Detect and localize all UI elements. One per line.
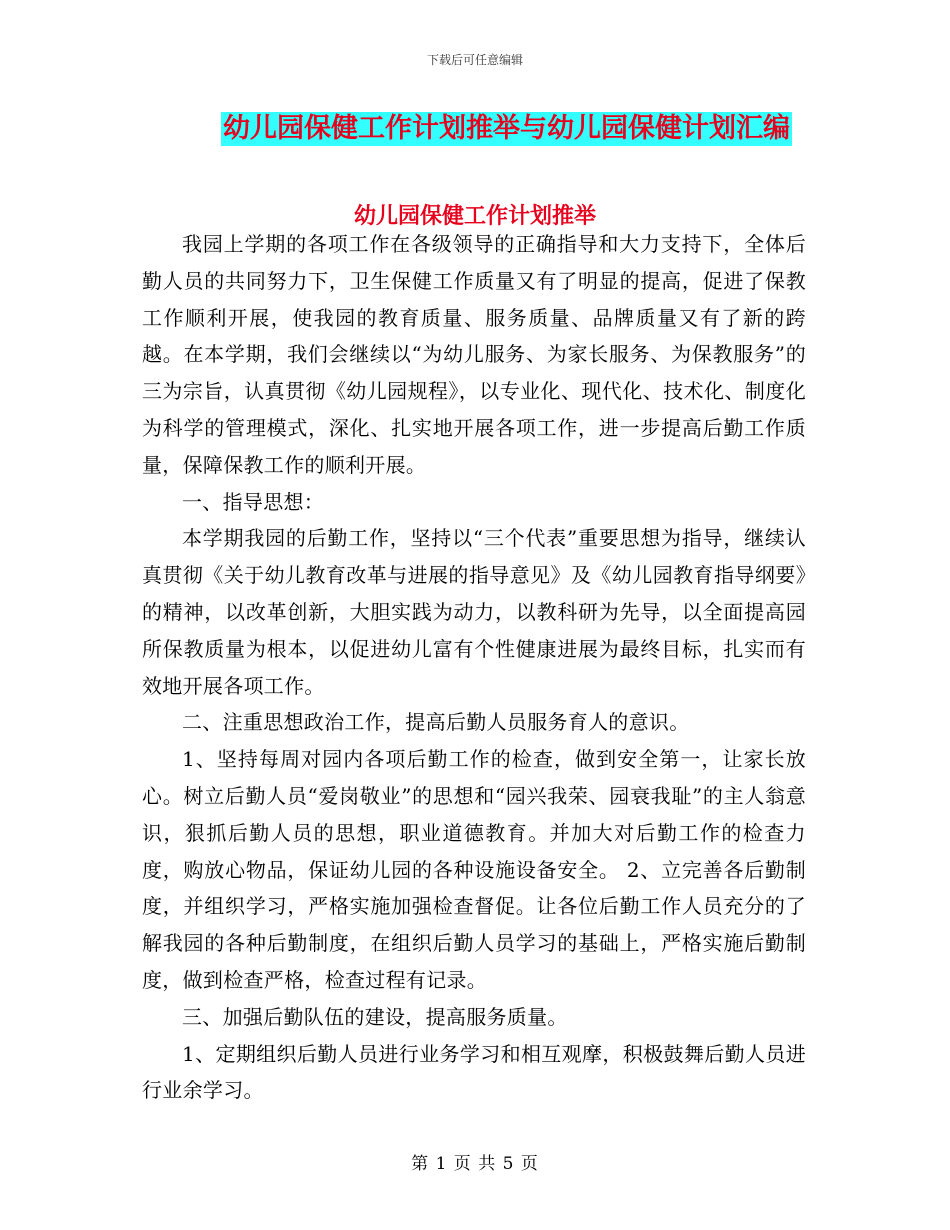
paragraph-guiding-ideology: 本学期我园的后勤工作，坚持以“三个代表”重要思想为指导，继续认真贯彻《关于幼儿教育改革与进展的指导意见》及《幼儿园教育指导纲要》的精神，以改革创新，大胆实践为动力，以教科研为先导，以全面提高园所保教质量为根本，以促进幼儿富有个性健康进展为最终目标，扎实而有效地开展各项工作。	[142, 526, 806, 698]
heading-political-work: 二、注重思想政治工作，提高后勤人员服务育人的意识。	[182, 710, 690, 735]
section-title: 幼儿园保健工作计划推举	[353, 203, 596, 229]
page-header-note: 下载后可任意编辑	[426, 53, 523, 67]
heading-guiding-ideology: 一、指导思想：	[182, 489, 325, 514]
page-number: 第 1 页 共 5 页	[411, 1154, 539, 1174]
heading-team-building: 三、加强后勤队伍的建设，提高服务质量。	[182, 1004, 568, 1029]
document-title: 幼儿园保健工作计划推举与幼儿园保健计划汇编	[223, 113, 790, 144]
paragraph-intro: 我园上学期的各项工作在各级领导的正确指导和大力支持下，全体后勤人员的共同努力下，卫生保健工作质量又有了明显的提高，促进了保教工作顺利开展，使我园的教育质量、服务质量、品牌质量又有了新的跨越。在本学期，我们会继续以“为幼儿服务、为家长服务、为保教服务”的三为宗旨，认真贯彻《幼儿园规程》，以专业化、现代化、技术化、制度化为科学的管理模式，深化、扎实地开展各项工作，进一步提高后勤工作质量，保障保教工作的顺利开展。	[142, 232, 806, 477]
paragraph-political-work: 1、坚持每周对园内各项后勤工作的检查，做到安全第一，让家长放心。树立后勤人员“爱岗敬业”的思想和“园兴我荣、园衰我耻”的主人翁意识，狠抓后勤人员的思想，职业道德教育。并加大对后勤工作的检查力度，购放心物品，保证幼儿园的各种设施设备安全。 2、立完善各后勤制度，并组织学习，严格实施加强检查督促。让各位后勤工作人员充分的了解我园的各种后勤制度，在组织后勤人员学习的基础上，严格实施后勤制度，做到检查严格，检查过程有记录。	[142, 747, 806, 992]
paragraph-team-building: 1、定期组织后勤人员进行业务学习和相互观摩，积极鼓舞后勤人员进行业余学习。	[142, 1041, 806, 1103]
document-body	[142, 226, 806, 1109]
